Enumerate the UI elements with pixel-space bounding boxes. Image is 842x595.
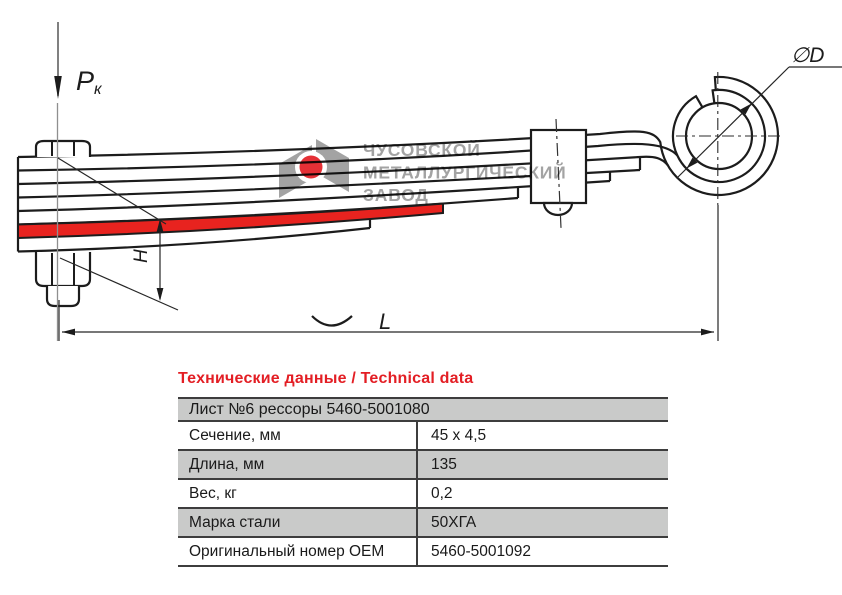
load-label: Pк xyxy=(76,66,102,98)
length-label: L xyxy=(379,309,392,334)
row-label: Длина, мм xyxy=(189,456,265,473)
row-value: 5460-5001092 xyxy=(416,538,668,565)
watermark-line2: МЕТАЛЛУРГИЧЕСКИЙ xyxy=(363,162,567,183)
row-value: 50ХГА xyxy=(416,509,668,536)
row-label: Сечение, мм xyxy=(189,427,281,444)
row-label: Марка стали xyxy=(189,514,281,531)
table-row xyxy=(178,509,668,538)
height-label: H xyxy=(131,249,152,263)
table-title: Технические данные / Technical data xyxy=(178,370,474,387)
table-row xyxy=(178,451,668,480)
watermark-line1: ЧУСОВСКОЙ xyxy=(363,140,481,160)
watermark-line3: ЗАВОД xyxy=(363,185,429,205)
table-row xyxy=(178,480,668,509)
row-value: 45 x 4,5 xyxy=(416,422,668,449)
row-label: Оригинальный номер OEM xyxy=(189,543,385,560)
load-arrow xyxy=(54,22,103,99)
row-value: 0,2 xyxy=(416,480,668,507)
table-row-part-name xyxy=(178,399,668,422)
technical-data-table xyxy=(178,397,668,567)
part-name: Лист №6 рессоры 5460-5001080 xyxy=(189,401,430,418)
logo-dot xyxy=(300,156,323,179)
row-value: 135 xyxy=(416,451,668,478)
arc-length-symbol xyxy=(312,316,352,326)
diameter-label: ∅D xyxy=(791,44,825,67)
row-label: Вес, кг xyxy=(189,485,237,502)
watermark xyxy=(279,139,567,205)
table-row xyxy=(178,422,668,451)
table-row xyxy=(178,538,668,567)
